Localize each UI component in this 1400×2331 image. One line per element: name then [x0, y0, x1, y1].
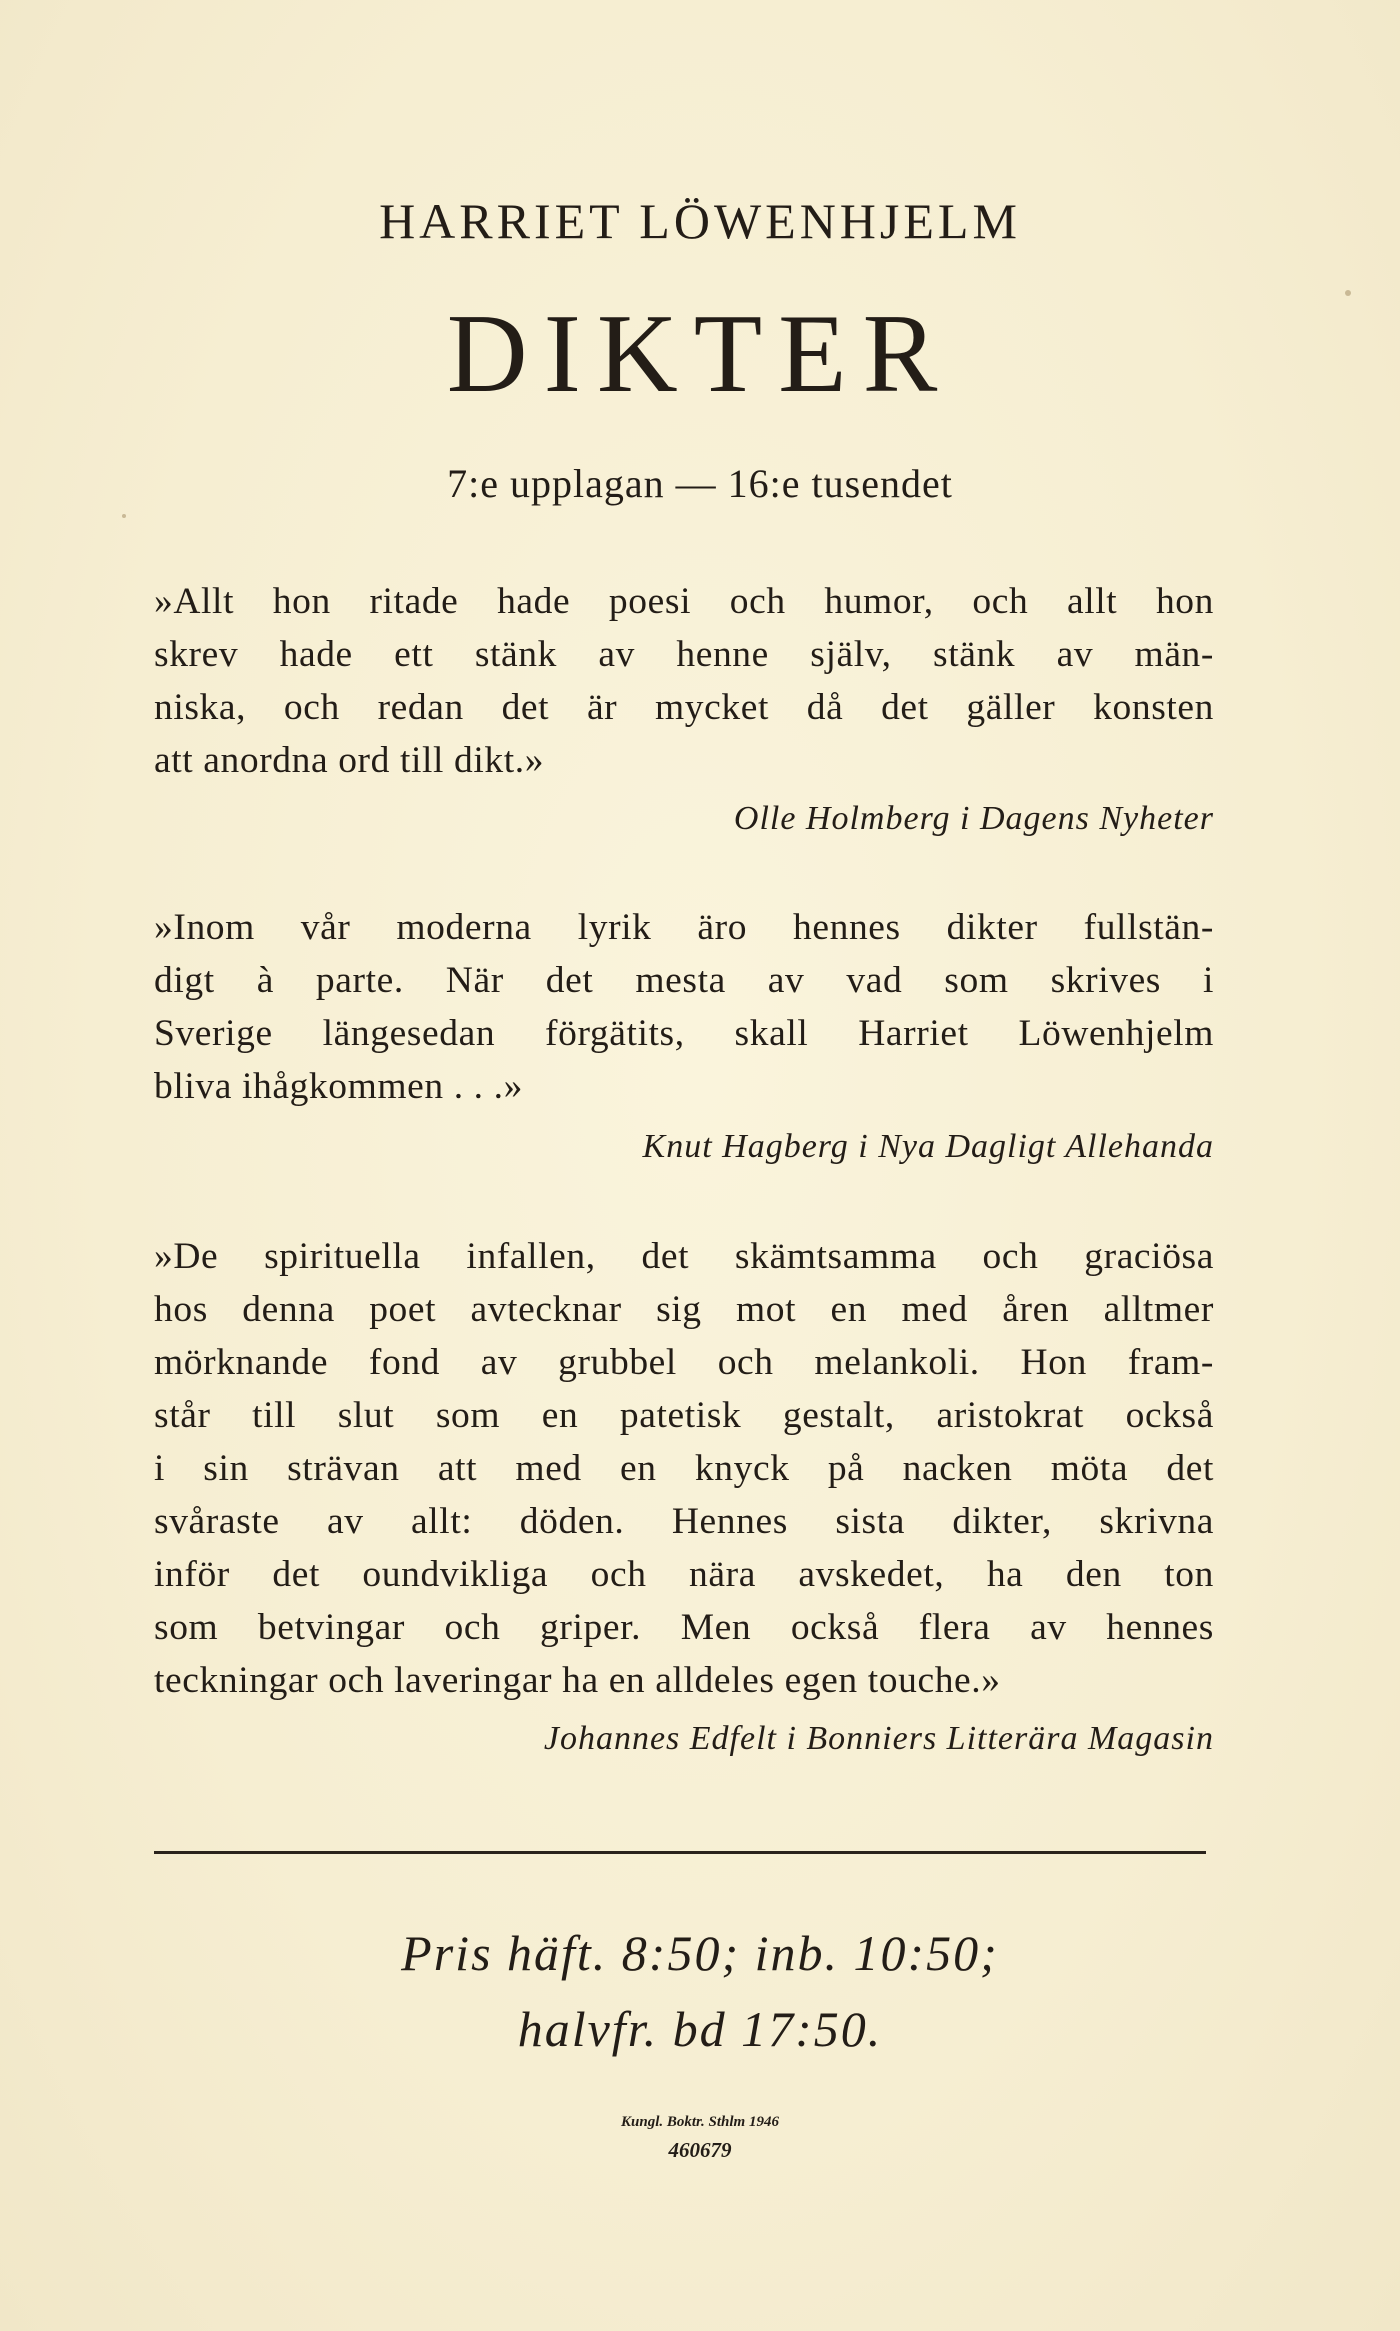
- quote-line: skrev hade ett stänk av henne själv, stänk av män-: [154, 634, 1214, 675]
- book-title: DIKTER: [446, 292, 954, 416]
- quote-line: »Inom vår moderna lyrik äro hennes dikter fullstän-: [154, 907, 1214, 948]
- review-quote: [154, 1230, 1214, 1707]
- quote-source: Olle Holmberg i Dagens Nyheter: [733, 800, 1214, 837]
- quote-line: digt à parte. När det mesta av vad som skrives i: [154, 960, 1214, 1001]
- quote-line: som betvingar och griper. Men också flera av hennes: [154, 1607, 1214, 1648]
- quote-line: bliva ihågkommen . . .»: [154, 1066, 523, 1107]
- printer-imprint: Kungl. Boktr. Sthlm 1946: [621, 2114, 779, 2130]
- quote-source: Knut Hagberg i Nya Dagligt Allehanda: [642, 1128, 1214, 1165]
- quote-line: niska, och redan det är mycket då det gäller konsten: [154, 687, 1214, 728]
- quote-line: i sin strävan att med en knyck på nacken möta det: [154, 1448, 1214, 1489]
- edition-line: 7:e upplagan — 16:e tusendet: [447, 461, 953, 506]
- quote-line: att anordna ord till dikt.»: [154, 740, 545, 781]
- quote-line: »Allt hon ritade hade poesi och humor, och allt hon: [154, 581, 1214, 622]
- price-line: Pris häft. 8:50; inb. 10:50;: [401, 1925, 999, 1981]
- quote-source: Johannes Edfelt i Bonniers Litterära Magasin: [543, 1720, 1214, 1757]
- review-quote: [154, 901, 1214, 1113]
- quote-line: »De spirituella infallen, det skämtsamma och graciösa: [154, 1236, 1214, 1277]
- quote-line: står till slut som en patetisk gestalt, aristokrat också: [154, 1395, 1214, 1436]
- quote-line: teckningar och laveringar ha en alldeles egen touche.»: [154, 1660, 1001, 1701]
- quote-line: Sverige längesedan förgätits, skall Harriet Löwenhjelm: [154, 1013, 1214, 1054]
- price-line: halvfr. bd 17:50.: [517, 2001, 883, 2057]
- paper-speck: [122, 514, 126, 518]
- review-quote: [154, 575, 1214, 787]
- divider-rule: [154, 1851, 1206, 1854]
- quote-line: svåraste av allt: döden. Hennes sista dikter, skrivna: [154, 1501, 1214, 1542]
- author-name: HARRIET LÖWENHJELM: [379, 193, 1021, 249]
- print-number: 460679: [668, 2138, 732, 2162]
- quote-line: mörknande fond av grubbel och melankoli. Hon fram-: [154, 1342, 1214, 1383]
- quote-line: inför det oundvikliga och nära avskedet, ha den ton: [154, 1554, 1214, 1595]
- quote-line: hos denna poet avtecknar sig mot en med åren alltmer: [154, 1289, 1214, 1330]
